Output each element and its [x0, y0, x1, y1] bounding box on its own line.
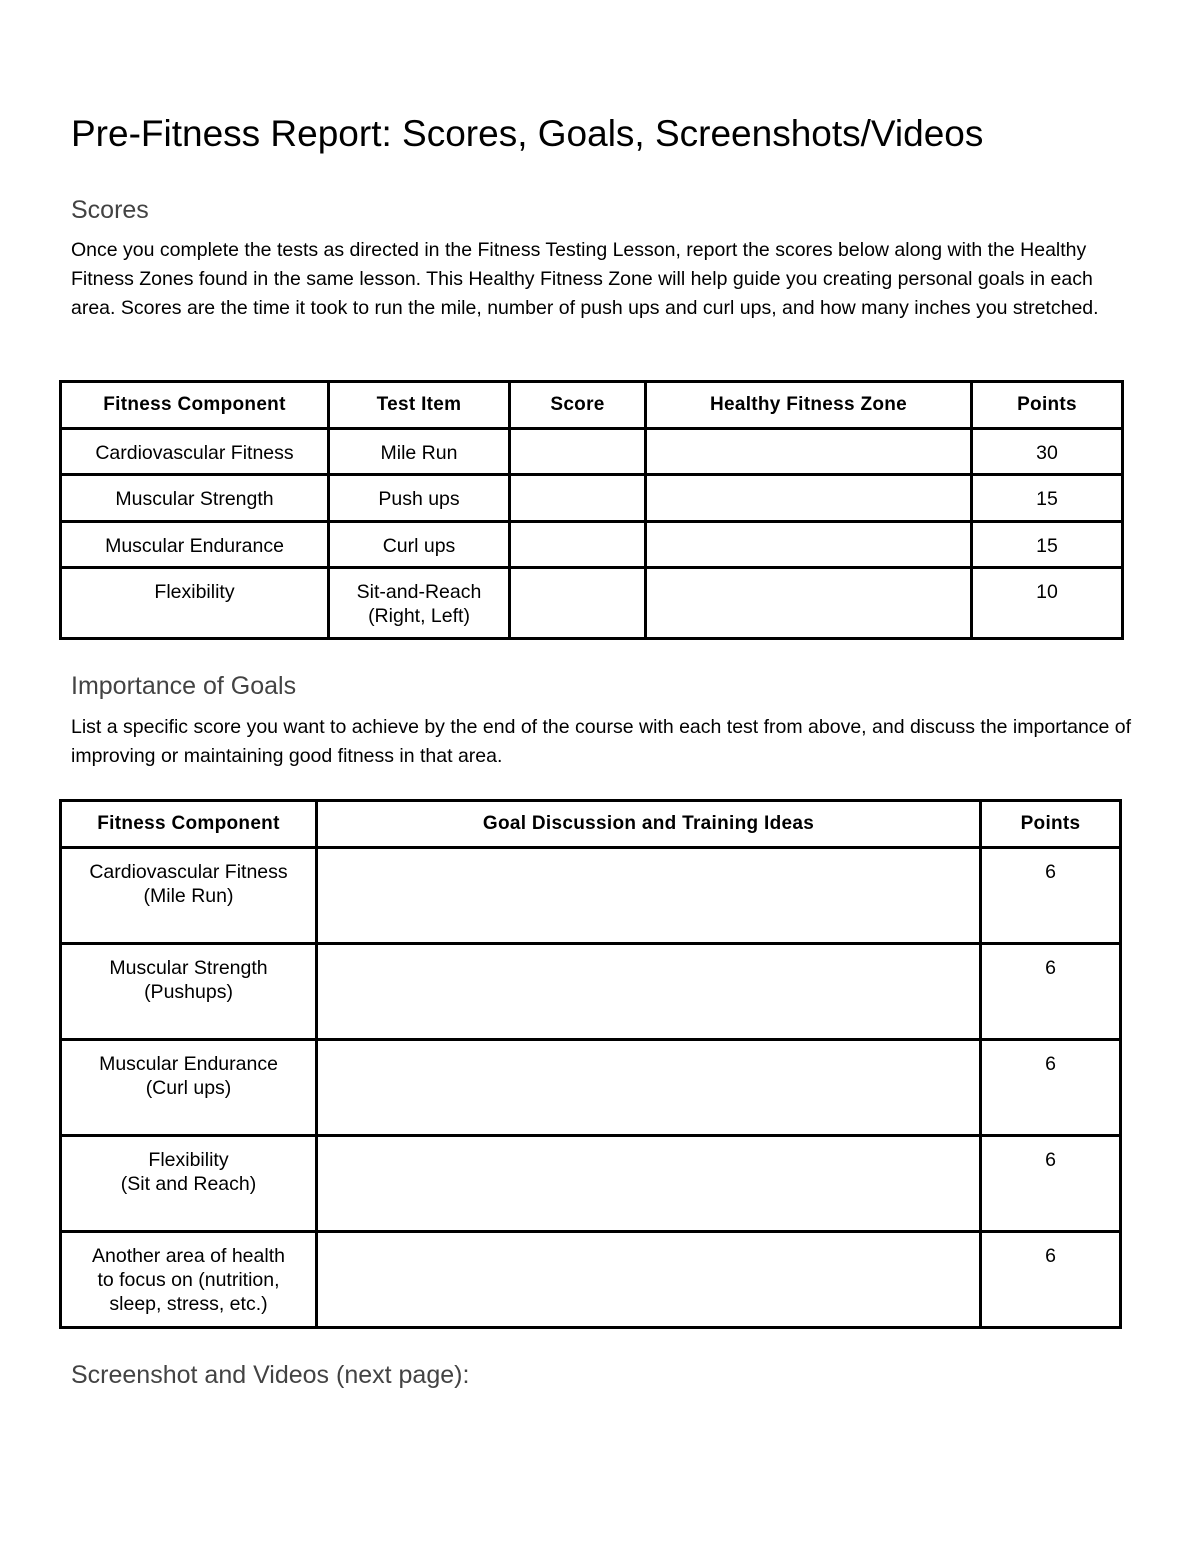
- scores-heading: Scores: [71, 196, 149, 224]
- test-item-cell: Push ups: [329, 475, 510, 522]
- points-cell: 15: [972, 475, 1123, 522]
- component-cell: Cardiovascular Fitness: [61, 429, 329, 475]
- scores-header-points: Points: [972, 382, 1123, 429]
- test-item-cell: Mile Run: [329, 429, 510, 475]
- goals-table: [59, 799, 1122, 1329]
- table-row: [61, 944, 1121, 1040]
- points-cell: 6: [981, 944, 1121, 1040]
- goals-header-component: Fitness Component: [61, 801, 317, 848]
- table-row: [61, 475, 1123, 522]
- component-cell: Flexibility (Sit and Reach): [61, 1136, 317, 1232]
- table-row: [61, 1040, 1121, 1136]
- points-cell: 6: [981, 1136, 1121, 1232]
- component-cell: Flexibility: [61, 568, 329, 639]
- goals-heading: Importance of Goals: [71, 672, 297, 700]
- table-row: [61, 1232, 1121, 1328]
- table-row: [61, 848, 1121, 944]
- scores-header-score: Score: [510, 382, 646, 429]
- scores-table: [59, 380, 1124, 640]
- screenshots-heading: Screenshot and Videos (next page):: [71, 1361, 470, 1389]
- scores-table-header-row: [61, 382, 1123, 429]
- goals-paragraph: List a specific score you want to achieve by the end of the course with each test from above, and discuss the importance of improving or maintaining good fitness in that area.: [71, 716, 1132, 767]
- component-cell: Another area of health to focus on (nutrition, sleep, stress, etc.): [61, 1232, 317, 1328]
- score-input-cell[interactable]: [510, 475, 646, 522]
- scores-paragraph: Once you complete the tests as directed in the Fitness Testing Lesson, report the scores below along with the Healthy Fitness Zones found in the same lesson. This Healthy Fitness Zone will help guide you creating personal goals in each area. Scores are the time it took to run the mile, number of push ups and curl ups, and how many inches you stretched.: [71, 239, 1099, 319]
- points-cell: 6: [981, 848, 1121, 944]
- discussion-input-cell[interactable]: [317, 1136, 981, 1232]
- discussion-input-cell[interactable]: [317, 1040, 981, 1136]
- component-cell: Muscular Strength: [61, 475, 329, 522]
- test-item-cell: Curl ups: [329, 522, 510, 568]
- scores-header-test-item: Test Item: [329, 382, 510, 429]
- component-cell: Muscular Endurance (Curl ups): [61, 1040, 317, 1136]
- goals-table-header-row: [61, 801, 1121, 848]
- points-cell: 30: [972, 429, 1123, 475]
- score-input-cell[interactable]: [510, 522, 646, 568]
- points-cell: 6: [981, 1040, 1121, 1136]
- component-cell: Muscular Strength (Pushups): [61, 944, 317, 1040]
- scores-header-zone: Healthy Fitness Zone: [646, 382, 972, 429]
- table-row: [61, 429, 1123, 475]
- points-cell: 10: [972, 568, 1123, 639]
- discussion-input-cell[interactable]: [317, 944, 981, 1040]
- test-item-cell: Sit-and-Reach (Right, Left): [329, 568, 510, 639]
- score-input-cell[interactable]: [510, 429, 646, 475]
- points-cell: 15: [972, 522, 1123, 568]
- component-cell: Muscular Endurance: [61, 522, 329, 568]
- discussion-input-cell[interactable]: [317, 848, 981, 944]
- page-title: Pre-Fitness Report: Scores, Goals, Screenshots/Videos: [71, 113, 984, 154]
- table-row: [61, 1136, 1121, 1232]
- table-row: [61, 568, 1123, 639]
- zone-input-cell[interactable]: [646, 429, 972, 475]
- goals-header-discussion: Goal Discussion and Training Ideas: [317, 801, 981, 848]
- scores-header-component: Fitness Component: [61, 382, 329, 429]
- discussion-input-cell[interactable]: [317, 1232, 981, 1328]
- score-input-cell[interactable]: [510, 568, 646, 639]
- table-row: [61, 522, 1123, 568]
- points-cell: 6: [981, 1232, 1121, 1328]
- goals-header-points: Points: [981, 801, 1121, 848]
- component-cell: Cardiovascular Fitness (Mile Run): [61, 848, 317, 944]
- zone-input-cell[interactable]: [646, 522, 972, 568]
- zone-input-cell[interactable]: [646, 475, 972, 522]
- zone-input-cell[interactable]: [646, 568, 972, 639]
